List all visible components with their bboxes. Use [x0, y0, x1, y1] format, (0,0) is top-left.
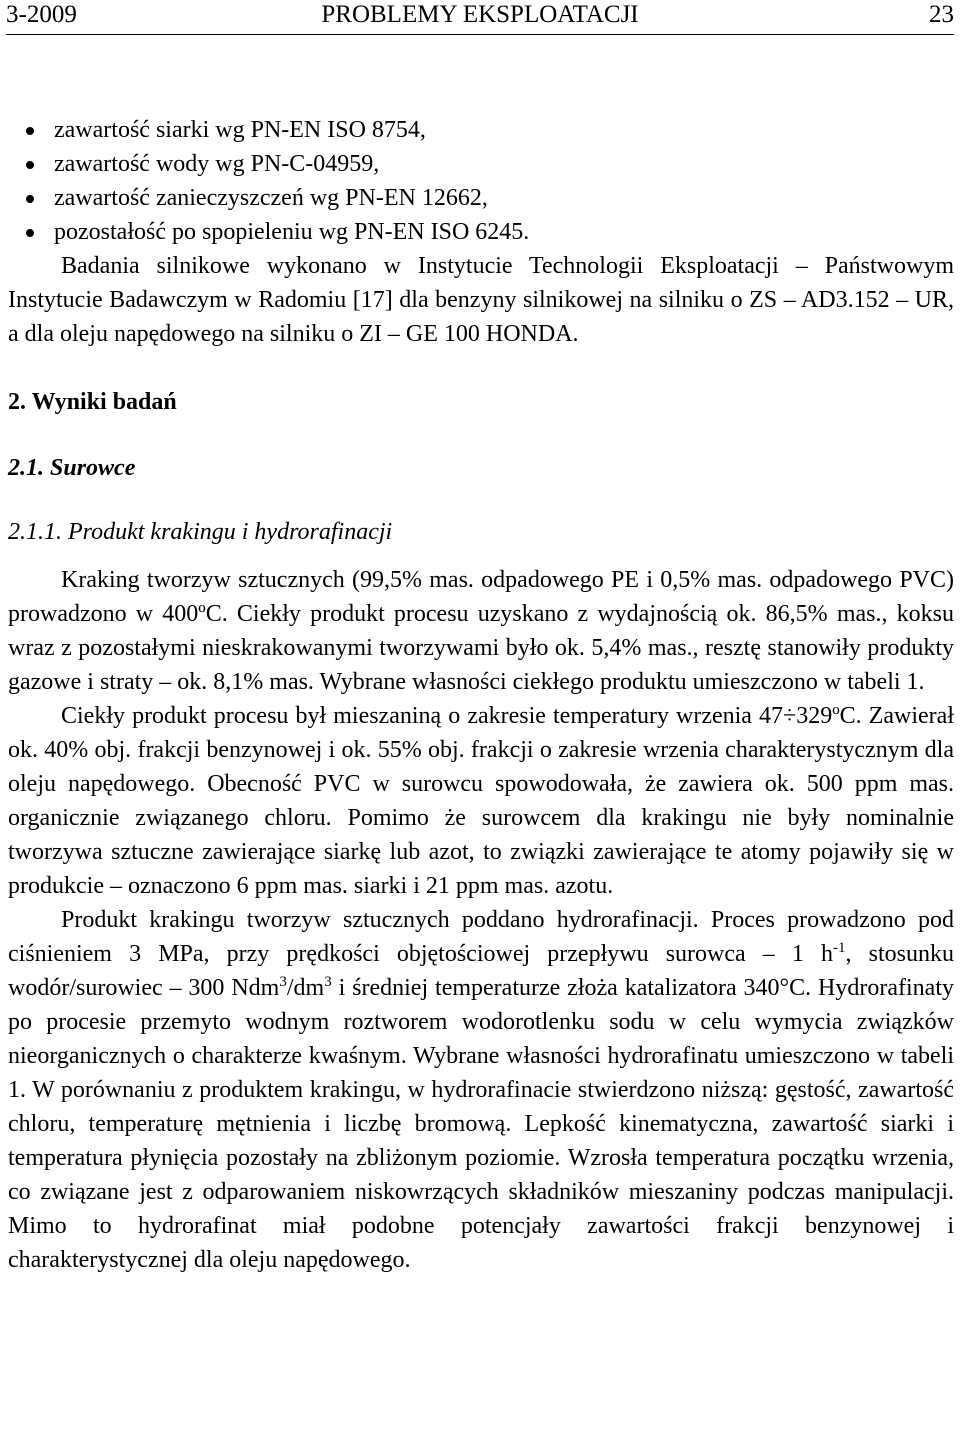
subsubsection-heading: 2.1.1. Produkt krakingu i hydrorafinacji — [8, 519, 393, 545]
text-run: , stosunku wodór/surowiec – 300 Ndm — [8, 941, 954, 1001]
list-item: pozostałość po spopieleniu wg PN-EN ISO 6245. — [8, 215, 954, 249]
method-list — [8, 113, 954, 249]
issue-number: 3-2009 — [6, 1, 77, 28]
section-heading: 2. Wyniki badań — [8, 389, 177, 415]
superscript: 3 — [279, 974, 287, 990]
paragraph-liquid-product: Ciekły produkt procesu był mieszaniną o zakresie temperatury wrzenia 47÷329ºC. Zawierał ok. 40% obj. frakcji benzynowej i ok. 55% obj. frakcji o zakresie wrzenia charakterystycznym dla oleju napędowego. Obecność PVC w surowcu spowodowała, że zawiera ok. 500 ppm mas. organicznie związanego chloru. Pomimo że surowcem dla krakingu nie były nominalnie tworzywa sztuczne zawierające siarkę lub azot, to związki zawierające te atomy pojawiły się w produkcie – oznaczono 6 ppm mas. siarki i 21 ppm mas. azotu. — [8, 703, 954, 899]
list-item: zawartość wody wg PN-C-04959, — [8, 147, 954, 181]
intro-paragraph: Badania silnikowe wykonano w Instytucie Technologii Eksploatacji – Państwowym Instytucie Badawczym w Radomiu [17] dla benzyny silnikowej na silniku o ZS – AD3.152 – UR, a dla oleju napędowego na silniku o ZI – GE 100 HONDA. — [8, 253, 954, 347]
running-header — [6, 0, 954, 35]
superscript: -1 — [833, 940, 846, 956]
list-item: zawartość siarki wg PN-EN ISO 8754, — [8, 113, 954, 147]
page-body — [8, 113, 954, 1277]
text-run: /dm — [286, 975, 325, 1001]
page-number: 23 — [929, 1, 954, 28]
journal-title: PROBLEMY EKSPLOATACJI — [321, 1, 639, 28]
paragraph-cracking: Kraking tworzyw sztucznych (99,5% mas. odpadowego PE i 0,5% mas. odpadowego PVC) prowadzono w 400ºC. Ciekły produkt procesu uzyskano z wydajnością ok. 86,5% mas., koksu wraz z pozostałymi nieskrakowanymi tworzywami było ok. 5,4% mas., resztę stanowiły produkty gazowe i straty – ok. 8,1% mas. Wybrane własności ciekłego produktu umieszczono w tabeli 1. — [8, 567, 954, 695]
subsection-heading: 2.1. Surowce — [8, 455, 136, 481]
list-item: zawartość zanieczyszczeń wg PN-EN 12662, — [8, 181, 954, 215]
text-run: i średniej temperaturze złoża katalizatora 340°C. Hydrorafinaty po procesie przemyto wodnym roztworem wodorotlenku sodu w celu wymycia związków nieorganicznych o charakterze kwaśnym. Wybrane własności hydrorafinatu umieszczono w tabeli 1. W porównaniu z produktem krakingu, w hydrorafinacie stwierdzono niższą: gęstość, zawartość chloru, temperaturę mętnienia i liczbę bromową. Lepkość kinematyczna, zawartość siarki i temperatura płynięcia pozostały na zbliżonym poziomie. Wzrosła temperatura początku wrzenia, co związane jest z odparowaniem niskowrzących składników mieszaniny podczas manipulacji. Mimo to hydrorafinat miał podobne potencjały zawartości frakcji benzynowej i charakterystycznej dla oleju napędowego. — [8, 975, 954, 1273]
superscript: 3 — [324, 974, 332, 990]
text-run: Produkt krakingu tworzyw sztucznych poddano hydrorafinacji. Proces prowadzono pod ciśnieniem 3 MPa, przy prędkości objętościowej przepływu surowca – 1 h — [8, 907, 954, 967]
paragraph-hydrorefining — [8, 903, 954, 1277]
